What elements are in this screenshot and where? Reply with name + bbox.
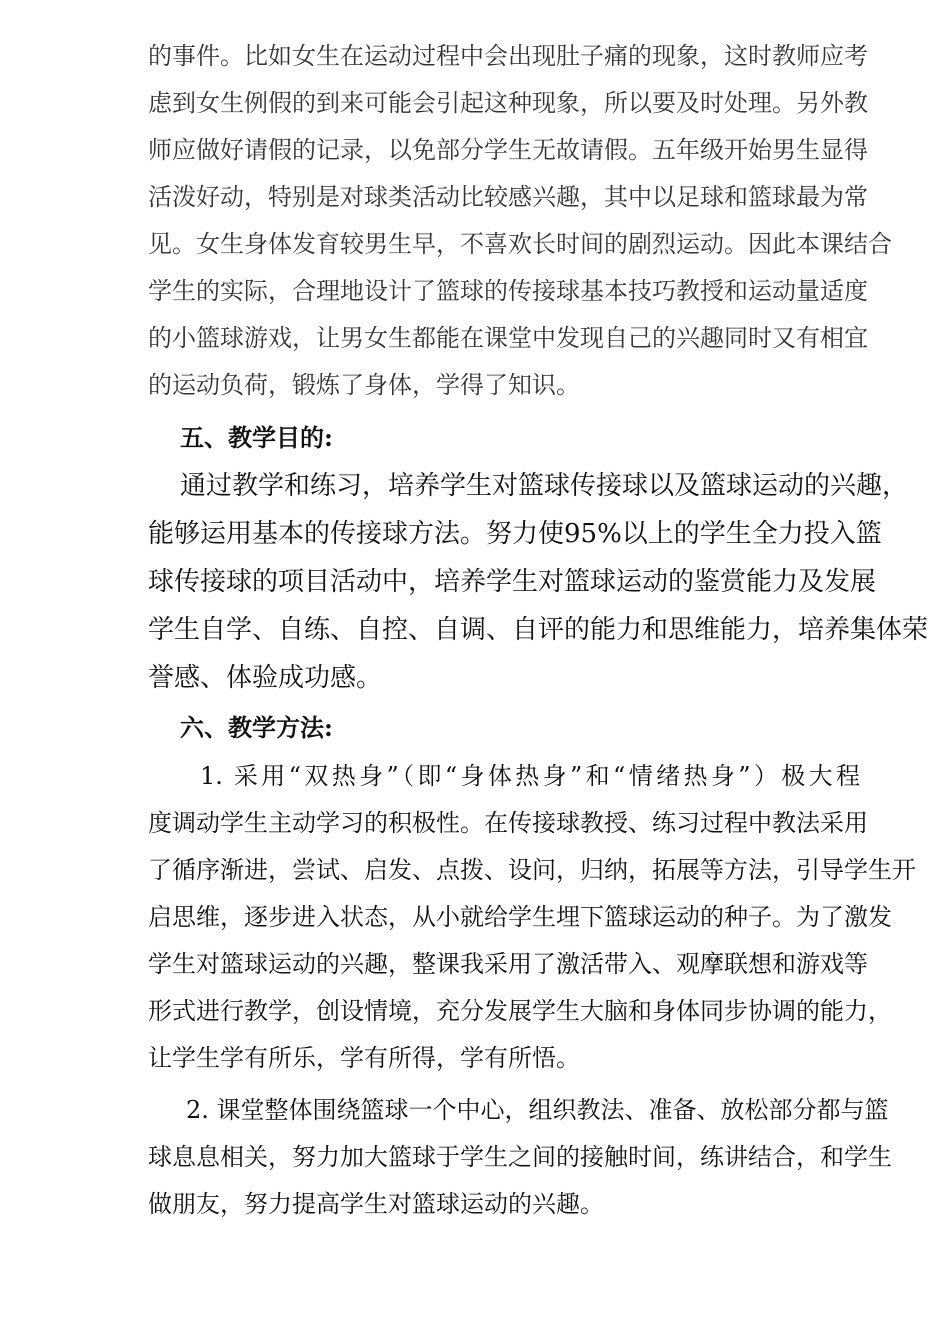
- text-line: 球传接球的项目活动中，培养学生对篮球运动的鉴赏能力及发展: [148, 567, 877, 597]
- section-heading-methods: 六、教学方法:: [180, 713, 333, 742]
- text-line: 活泼好动，特别是对球类活动比较感兴趣，其中以足球和篮球最为常: [148, 183, 868, 211]
- text-line: 球息息相关，努力加大篮球于学生之间的接触时间，练讲结合，和学生: [148, 1143, 892, 1171]
- text-line: 了循序渐进，尝试、启发、点拨、设问，归纳，拓展等方法，引导学生开: [148, 856, 916, 884]
- text-line: 通过教学和练习，培养学生对篮球传接球以及篮球运动的兴趣，: [180, 471, 909, 501]
- text-line: 虑到女生例假的到来可能会引起这种现象，所以要及时处理。另外教: [148, 89, 868, 117]
- text-line: 让学生学有所乐，学有所得，学有所悟。: [148, 1044, 580, 1072]
- text-line: 的事件。比如女生在运动过程中会出现肚子痛的现象，这时教师应考: [148, 42, 868, 70]
- text-line: 度调动学生主动学习的积极性。在传接球教授、练习过程中教法采用: [148, 809, 868, 837]
- text-line: 做朋友，努力提高学生对篮球运动的兴趣。: [148, 1190, 604, 1218]
- text-line: 誉感、体验成功感。: [148, 663, 383, 693]
- text-line: 能够运用基本的传接球方法。努力使95%以上的学生全力投入篮: [148, 519, 882, 549]
- section-heading-objectives: 五、教学目的:: [180, 423, 333, 452]
- text-line: 学生自学、自练、自控、自调、自评的能力和思维能力，培养集体荣: [148, 615, 929, 645]
- text-line: 1. 采用“双热身”（即“身体热身”和“情绪热身”）极大程: [200, 762, 860, 790]
- text-line: 学生的实际，合理地设计了篮球的传接球基本技巧教授和运动量适度: [148, 277, 868, 305]
- text-line: 形式进行教学，创设情境，充分发展学生大脑和身体同步协调的能力，: [148, 997, 892, 1025]
- text-line: 的运动负荷，锻炼了身体，学得了知识。: [148, 371, 580, 399]
- text-line: 的小篮球游戏，让男女生都能在课堂中发现自己的兴趣同时又有相宜: [148, 324, 868, 352]
- text-line: 师应做好请假的记录，以免部分学生无故请假。五年级开始男生显得: [148, 136, 868, 164]
- text-line: 2. 课堂整体围绕篮球一个中心，组织教法、准备、放松部分都与篮: [186, 1096, 889, 1124]
- text-line: 见。女生身体发育较男生早，不喜欢长时间的剧烈运动。因此本课结合: [148, 230, 892, 258]
- text-line: 启思维，逐步进入状态，从小就给学生埋下篮球运动的种子。为了激发: [148, 903, 892, 931]
- text-line: 学生对篮球运动的兴趣，整课我采用了激活带入、观摩联想和游戏等: [148, 950, 868, 978]
